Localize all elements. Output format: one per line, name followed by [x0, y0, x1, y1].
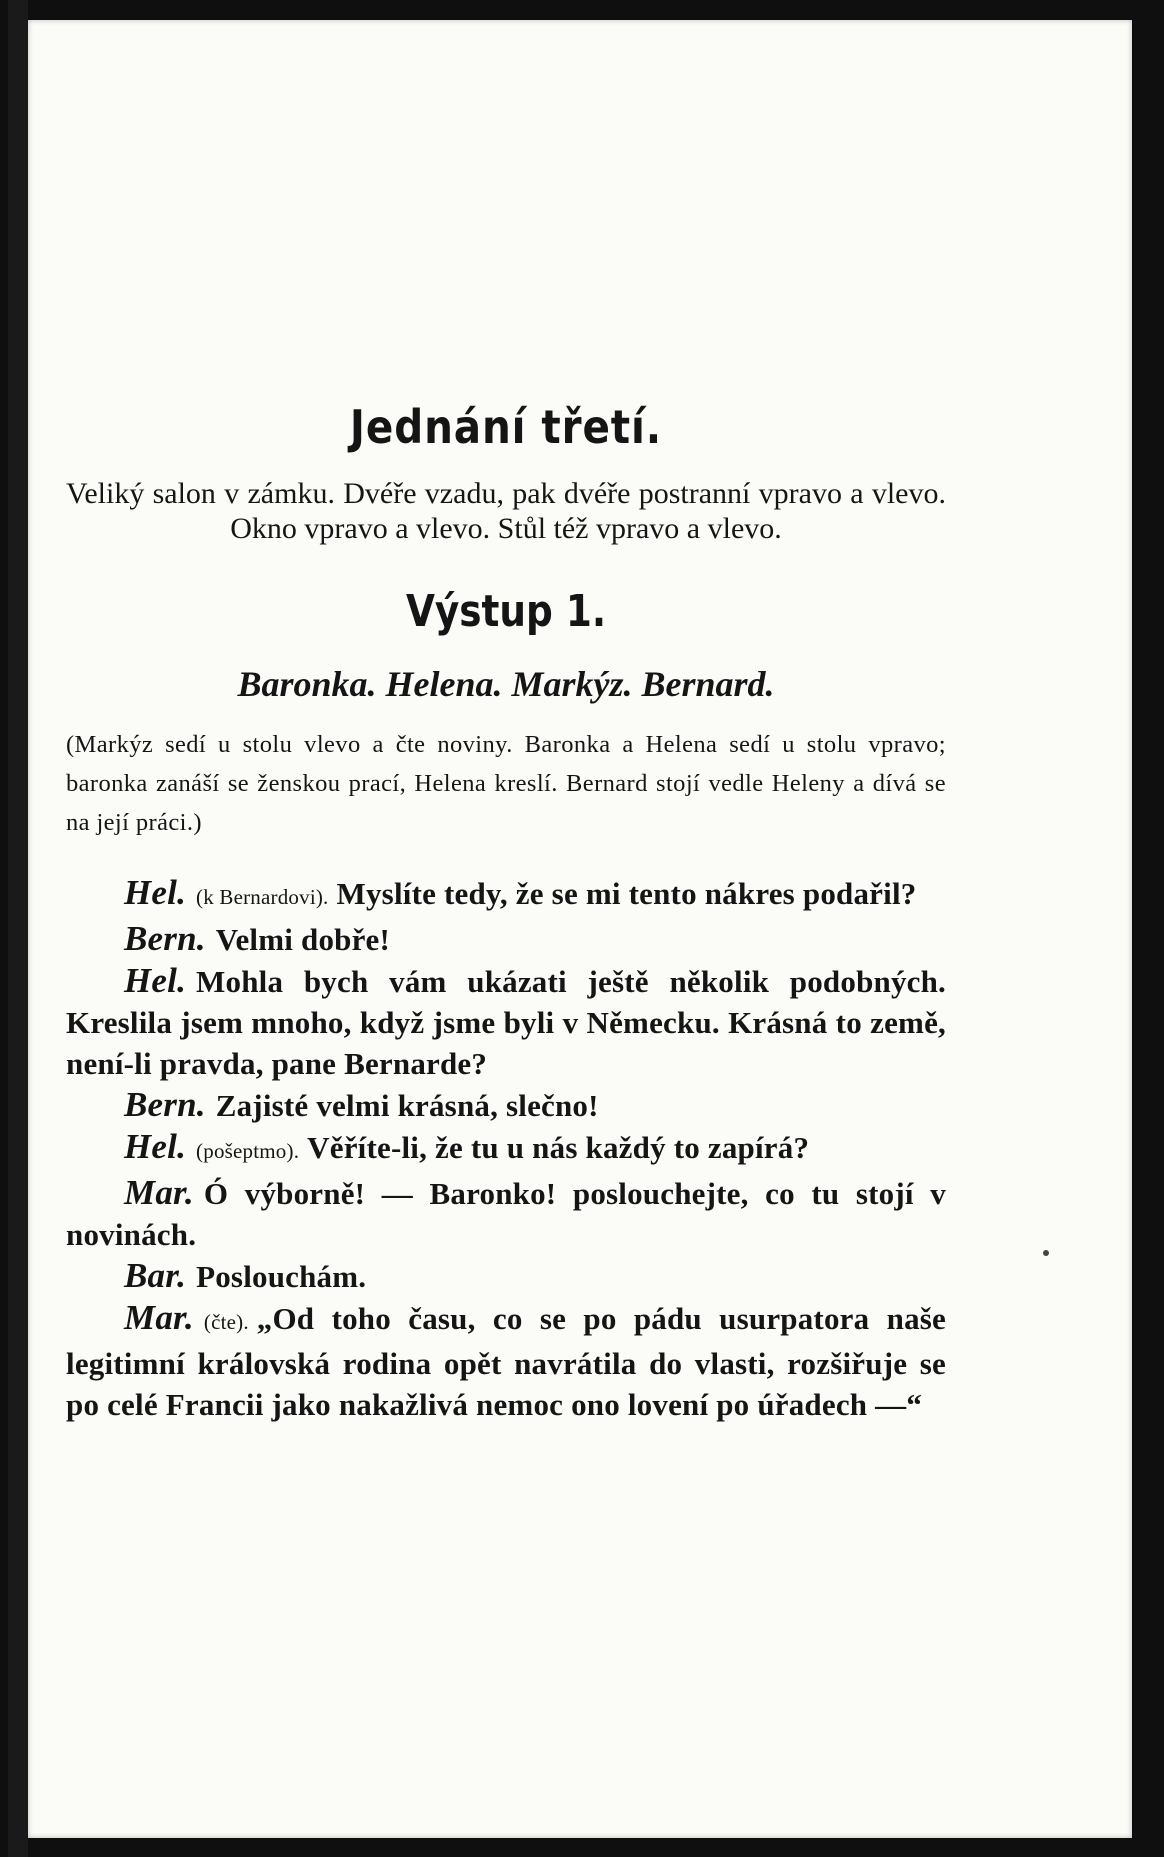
dialogue	[66, 872, 946, 1425]
dialogue-line	[66, 918, 946, 960]
scene-title: Výstup 1.	[405, 586, 607, 637]
speaker: Hel.	[124, 1127, 187, 1166]
line-text: Zajisté velmi krásná, slečno!	[215, 1088, 599, 1123]
aside: (čte).	[203, 1310, 249, 1334]
page-content	[66, 400, 946, 1425]
speaker: Hel.	[124, 873, 187, 912]
act-title: Jednání třetí.	[349, 400, 663, 454]
line-text: Myslíte tedy, že se mi tento nákres podařil?	[336, 876, 917, 911]
speaker: Mar.	[124, 1298, 194, 1337]
line-text: „Od toho času, co se po pádu usurpatora naše legitimní královská rodina opět navrátila do vlasti, rozšiřuje se po celé Francii jako nakažlivá nemoc ono lovení po úřadech —“	[66, 1301, 946, 1422]
dialogue-line	[66, 1084, 946, 1126]
setting-description: Veliký salon v zámku. Dvéře vzadu, pak dvéře postranní vpravo a vlevo. Okno vpravo a vlevo. Stůl též vpravo a vlevo.	[66, 477, 946, 545]
dialogue-line	[66, 872, 946, 918]
aside: (pošeptmo).	[196, 1139, 300, 1163]
speaker: Mar.	[124, 1173, 194, 1212]
line-text: Ó výborně! — Baronko! poslouchejte, co tu stojí v novinách.	[66, 1176, 946, 1252]
dialogue-line	[66, 1297, 946, 1425]
speaker: Bern.	[124, 1085, 206, 1124]
book-spine-shadow	[8, 0, 28, 1857]
aside: (k Bernardovi).	[196, 885, 329, 909]
speaker: Bern.	[124, 919, 206, 958]
dialogue-line	[66, 960, 946, 1084]
line-text: Velmi dobře!	[215, 922, 391, 957]
line-text: Poslouchám.	[196, 1259, 367, 1294]
speaker: Bar.	[124, 1256, 187, 1295]
dialogue-line	[66, 1255, 946, 1297]
dialogue-line	[66, 1126, 946, 1172]
line-text: Věříte-li, že tu u nás každý to zapírá?	[307, 1130, 810, 1165]
stage-direction: (Markýz sedí u stolu vlevo a čte noviny. Baronka a Helena sedí u stolu vpravo; baronka zanáší se ženskou prací, Helena kreslí. Bernard stojí vedle Heleny a dívá se na její práci.)	[66, 731, 946, 836]
line-text: Mohla bych vám ukázati ještě několik podobných. Kreslila jsem mnoho, když jsme byli v Německu. Krásná to země, není-li pravda, pane Bernarde?	[66, 964, 946, 1081]
dialogue-line	[66, 1172, 946, 1255]
character-list: Baronka. Helena. Markýz. Bernard.	[237, 664, 775, 704]
speaker: Hel.	[124, 961, 187, 1000]
speck	[1043, 1250, 1049, 1256]
